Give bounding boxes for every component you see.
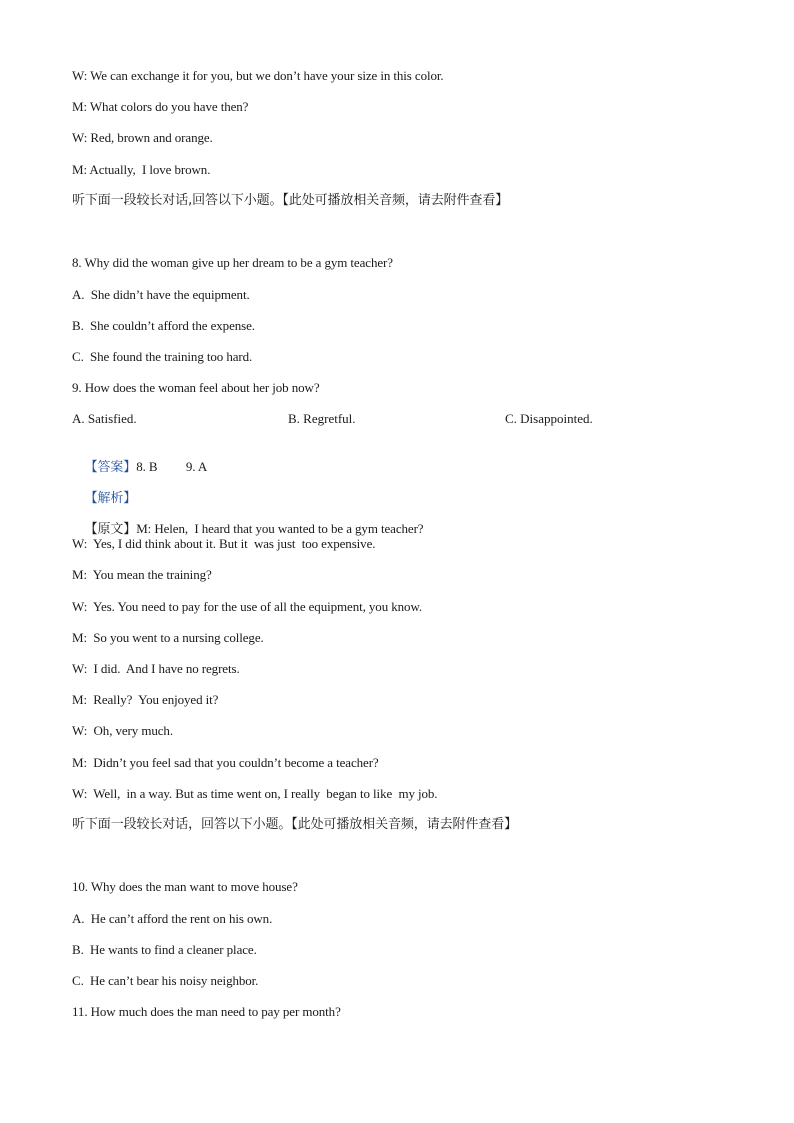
dialogue-line: M: Actually, I love brown. (72, 162, 211, 177)
transcript-line: W: I did. And I have no regrets. (72, 661, 240, 676)
question-10-option-b: B. He wants to find a cleaner place. (72, 942, 257, 957)
answer-label: 【答案】 (84, 460, 137, 475)
question-10-option-a: A. He can’t afford the rent on his own. (72, 911, 273, 926)
transcript-line: W: Oh, very much. (72, 723, 173, 738)
dialogue-line: W: Red, brown and orange. (72, 130, 213, 145)
question-10: 10. Why does the man want to move house? (72, 879, 298, 894)
answer-text: 8. B 9. A (136, 459, 208, 474)
transcript-line: M: So you went to a nursing college. (72, 630, 264, 645)
section-instruction: 听下面一段较长对话,回答以下小题。【此处可播放相关音频，请去附件查看】 (72, 193, 509, 208)
question-8-option-b: B. She couldn’t afford the expense. (72, 318, 255, 333)
analysis-label: 【解析】 (84, 491, 137, 506)
transcript-line: M: Helen, I heard that you wanted to be a gym teacher? (136, 521, 424, 536)
transcript-line: M: Didn’t you feel sad that you couldn’t become a teacher? (72, 755, 379, 770)
transcript-label: 【原文】 (84, 522, 137, 537)
transcript-line: W: Yes. You need to pay for the use of all the equipment, you know. (72, 599, 423, 614)
question-11: 11. How much does the man need to pay per month? (72, 1004, 341, 1019)
transcript-line: M: Really? You enjoyed it? (72, 692, 219, 707)
question-8-option-a: A. She didn’t have the equipment. (72, 287, 250, 302)
transcript-line: M: You mean the training? (72, 567, 212, 582)
transcript-line: W: Well, in a way. But as time went on, I really began to like my job. (72, 786, 438, 801)
question-9-option-a: A. Satisfied. (72, 411, 137, 426)
question-9: 9. How does the woman feel about her job now? (72, 380, 320, 395)
transcript-line: W: Yes, I did think about it. But it was just too expensive. (72, 536, 376, 551)
question-9-option-b: B. Regretful. (288, 411, 356, 426)
question-8: 8. Why did the woman give up her dream to be a gym teacher? (72, 255, 393, 270)
question-8-option-c: C. She found the training too hard. (72, 349, 253, 364)
dialogue-line: M: What colors do you have then? (72, 99, 249, 114)
question-10-option-c: C. He can’t bear his noisy neighbor. (72, 973, 259, 988)
dialogue-line: W: We can exchange it for you, but we don’t have your size in this color. (72, 68, 444, 83)
section-instruction: 听下面一段较长对话，回答以下小题。【此处可播放相关音频，请去附件查看】 (72, 817, 518, 832)
question-9-option-c: C. Disappointed. (505, 411, 593, 426)
